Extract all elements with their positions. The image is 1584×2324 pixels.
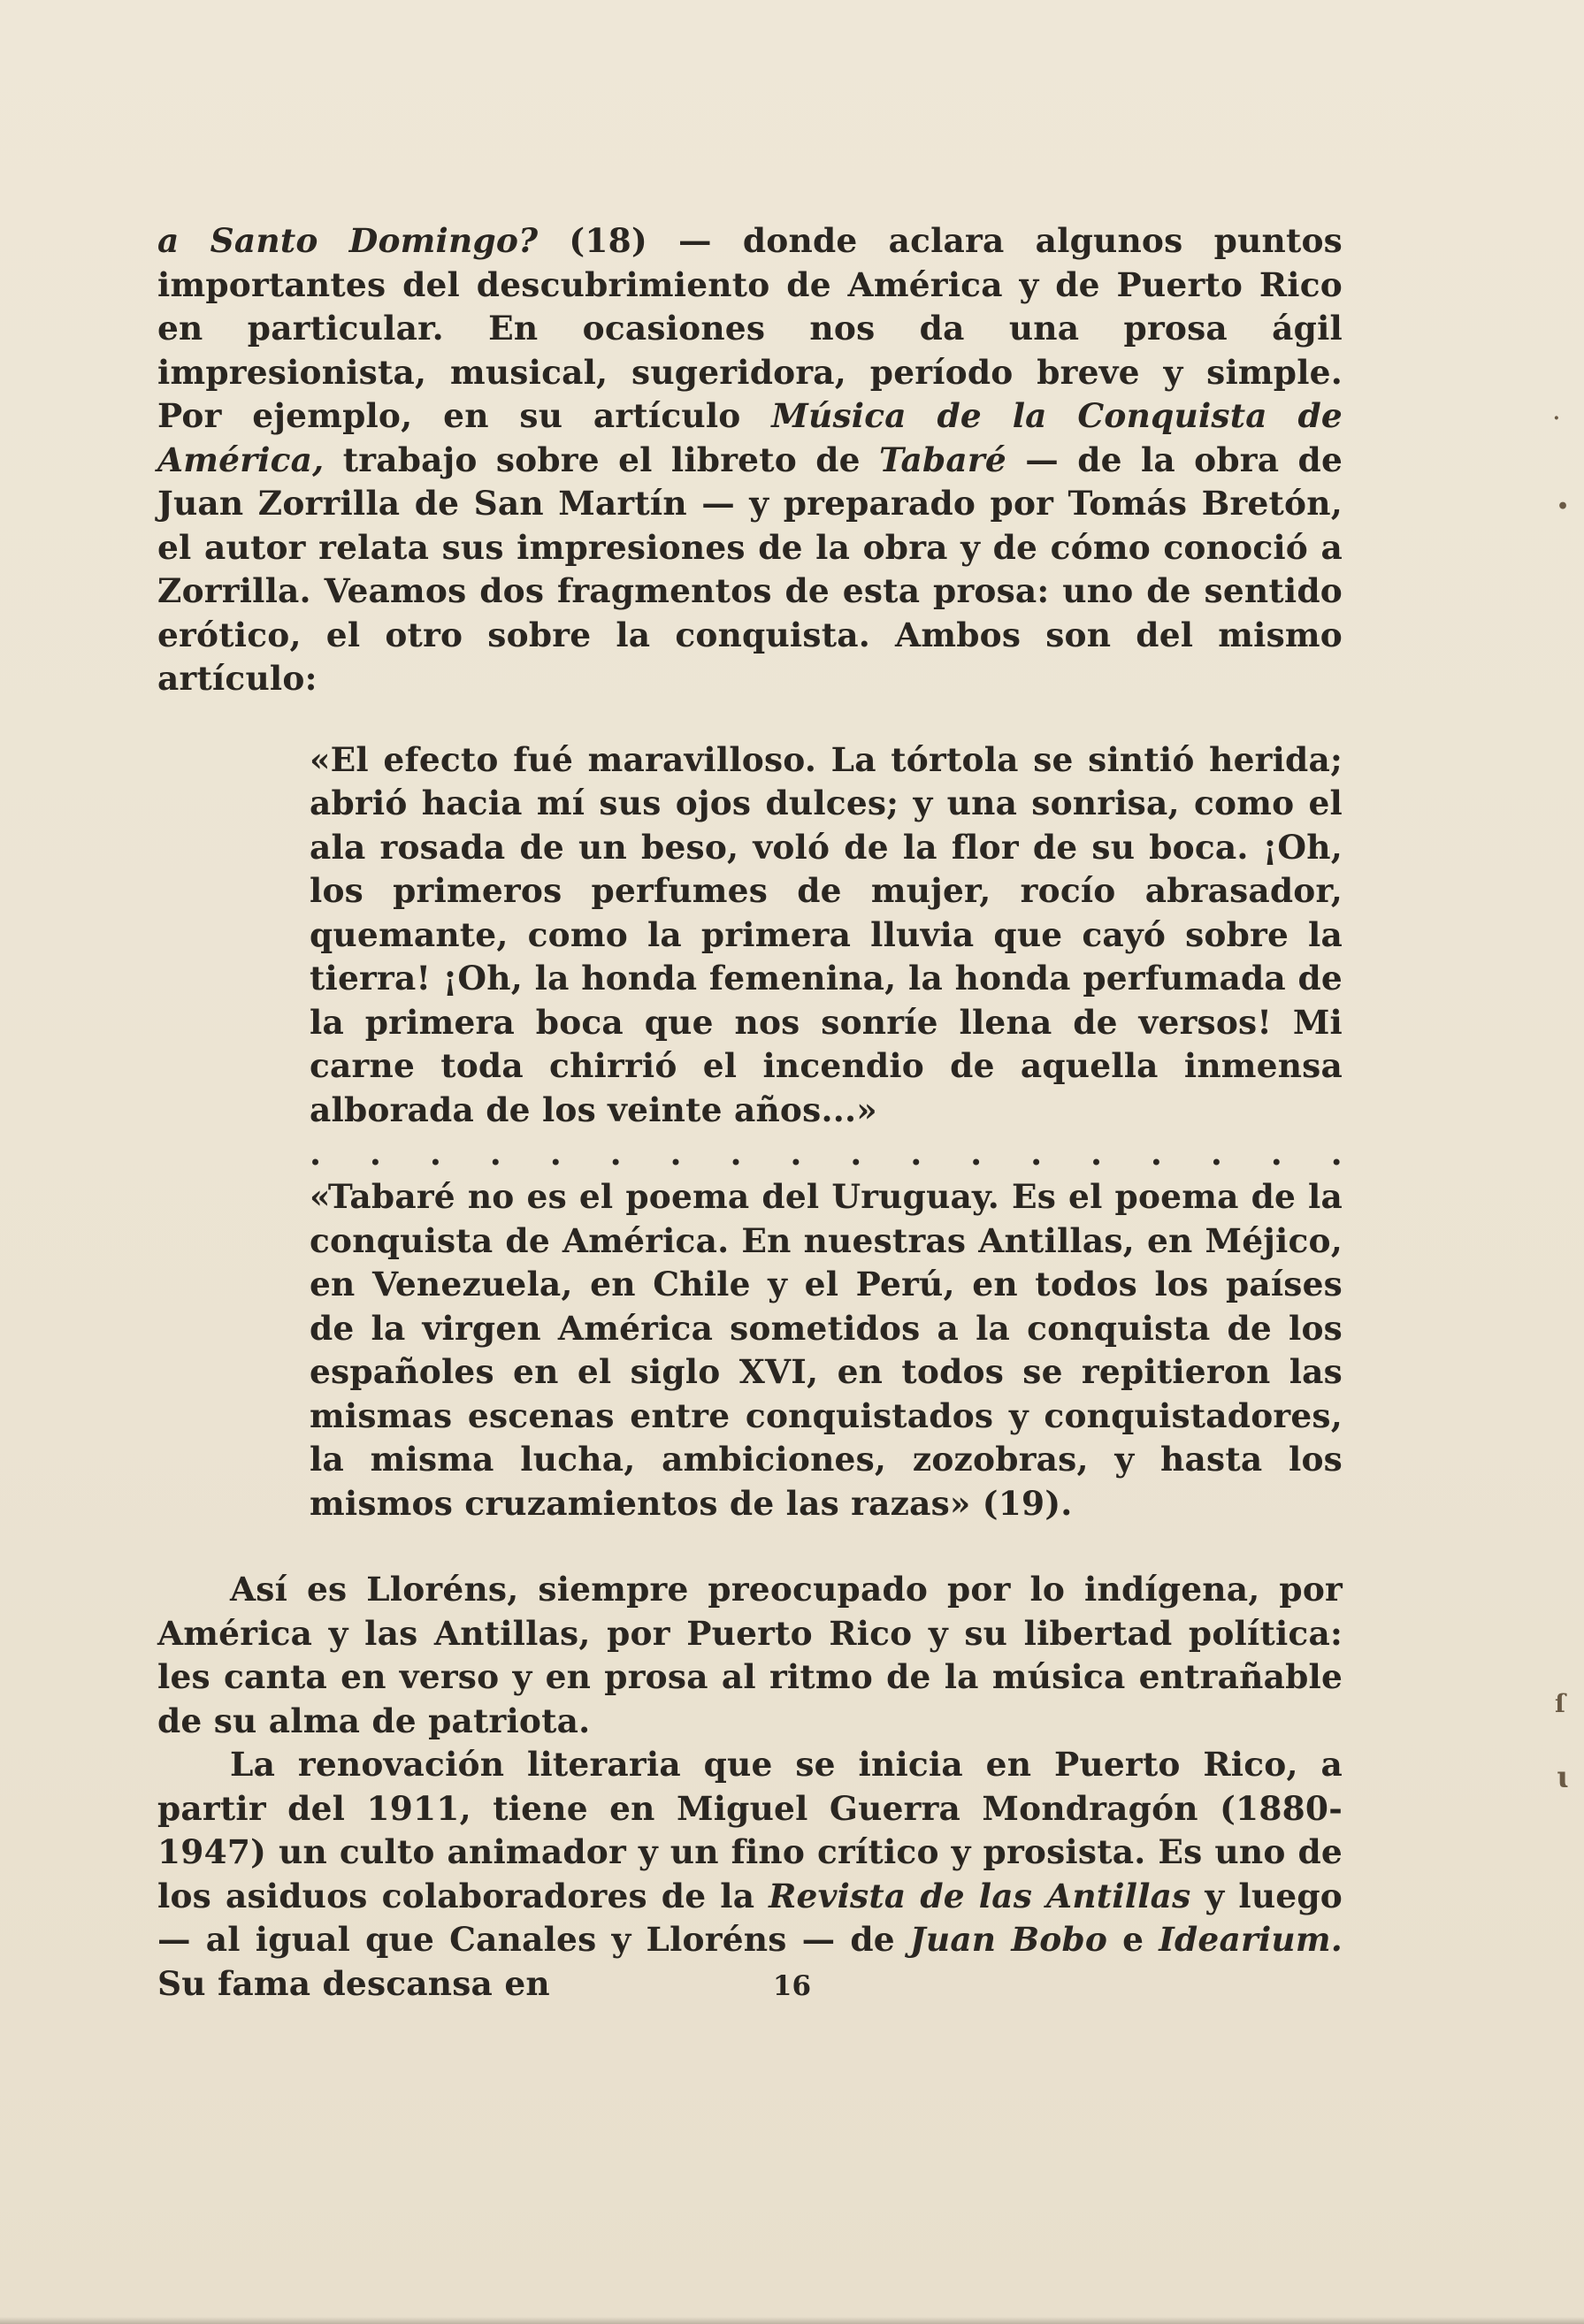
bottom-edge-shadow <box>0 2317 1584 2324</box>
spacer <box>157 1525 1343 1568</box>
quote-conquest: «Tabaré no es el poema del Uruguay. Es el poema de la conquista de América. En nuestras Antillas, en Méjico, en Venezuela, en Chile y el Perú, en todos los países de la virgen América sometidos a la conquista de los españoles en el siglo XVI, en todos se repitieron las mismas escenas entre conquistados y conquistadores, la misma lucha, ambiciones, zozobras, y hasta los mismos cruzamientos de las razas» (19). <box>310 1177 1343 1523</box>
margin-speck-icon: • <box>1557 495 1570 518</box>
paragraph-1-text-b: trabajo sobre el libreto de <box>324 440 879 479</box>
ellipsis-dot: . <box>1150 1134 1163 1173</box>
margin-speck-icon: ɩ <box>1557 1760 1568 1795</box>
ellipsis-dot: . <box>850 1134 862 1173</box>
ellipsis-dot: . <box>489 1134 502 1173</box>
paragraph-3-text-b: y luego — al igual que Canales y Lloréns — de <box>157 1876 1343 1959</box>
ellipsis-row <box>310 1132 1343 1175</box>
ellipsis-dot: . <box>1030 1134 1043 1173</box>
main-text <box>157 219 1343 2006</box>
italic-title-idearium: Idearium. <box>1159 1920 1343 1959</box>
paragraph-3-text-d: Su fama descansa en <box>157 1963 550 2003</box>
ellipsis-dot: . <box>549 1134 562 1173</box>
ellipsis-dot: . <box>1270 1134 1283 1173</box>
margin-speck-icon: ſ <box>1555 1689 1566 1718</box>
italic-title-juan-bobo: Juan Bobo <box>909 1920 1108 1959</box>
paragraph-3-text-c: e <box>1107 1920 1159 1959</box>
ellipsis-dot: . <box>1210 1134 1223 1173</box>
italic-title-musica: Música de la Conquista de América, <box>157 396 1343 479</box>
ellipsis-dot: . <box>670 1134 682 1173</box>
italic-title-tabare: Tabaré <box>878 440 1006 479</box>
paragraph-2: Así es Lloréns, siempre preocupado por lo indígena, por América y las Antillas, por Puerto Rico y su libertad política: les canta en verso y en prosa al ritmo de la música entrañable de su alma de patriota. <box>157 1570 1343 1740</box>
page-number: 16 <box>772 1970 812 2002</box>
ellipsis-dot: . <box>1090 1134 1103 1173</box>
ellipsis-dot: . <box>970 1134 983 1173</box>
italic-title-santo-domingo: a Santo Domingo? <box>157 221 539 260</box>
italic-title-revista: Revista de las Antillas <box>769 1876 1191 1915</box>
ellipsis-dot: . <box>790 1134 802 1173</box>
ellipsis-dot: . <box>429 1134 442 1173</box>
ellipsis-dot: . <box>310 1134 322 1173</box>
ellipsis-dot: . <box>910 1134 922 1173</box>
ellipsis-dot: . <box>1330 1134 1343 1173</box>
ellipsis-dot: . <box>730 1134 742 1173</box>
paragraph-3 <box>157 1743 1343 2006</box>
paragraph-1-text-c: — de la obra de Juan Zorrilla de San Martín — y preparado por Tomás Bretón, el autor relata sus impresiones de la obra y de cómo conoció a Zorrilla. Veamos dos fragmentos de esta prosa: uno de sentido erótico, el otro sobre la conquista. Ambos son del mismo artículo: <box>157 440 1343 698</box>
paragraph-1 <box>157 219 1343 701</box>
ellipsis-dot: . <box>369 1134 382 1173</box>
margin-speck-icon: · <box>1553 407 1560 430</box>
ellipsis-dot: . <box>609 1134 622 1173</box>
paragraph-3-text-a: La renovación literaria que se inicia en Puerto Rico, a partir del 1911, tiene en Miguel Guerra Mondragón (1880-1947) un culto animador y un fino crítico y prosista. Es uno de los asiduos colaboradores de la <box>157 1745 1343 1915</box>
quote-erotic: «El efecto fué maravilloso. La tórtola se sintió herida; abrió hacia mí sus ojos dulces; y una sonrisa, como el ala rosada de un beso, voló de la flor de su boca. ¡Oh, los primeros perfumes de mujer, rocío abrasador, quemante, como la primera lluvia que cayó sobre la tierra! ¡Oh, la honda femenina, la honda perfumada de la primera boca que nos sonríe llena de versos! Mi carne toda chirrió el incendio de aquella inmensa alborada de los veinte años...» <box>310 739 1343 1129</box>
spacer <box>157 701 1343 738</box>
paragraph-1-text-a: (18) — donde aclara algunos puntos importantes del descubrimiento de América y de Puerto Rico en particular. En ocasiones nos da una prosa ágil impresionista, musical, sugeridora, período breve y simple. Por ejemplo, en su artículo <box>157 221 1343 435</box>
